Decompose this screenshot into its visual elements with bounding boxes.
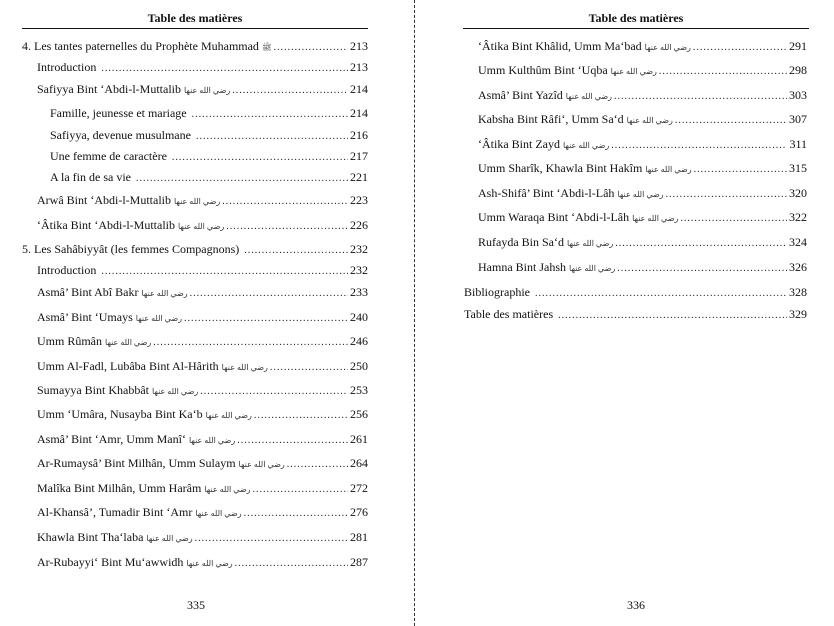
toc-entry[interactable] (37, 504, 368, 520)
entry-page-number: 311 (789, 137, 807, 151)
entry-page-number: 329 (789, 307, 807, 321)
entry-page-number: 213 (350, 60, 368, 74)
toc-entry[interactable] (22, 38, 368, 54)
entry-page-number: 324 (789, 235, 807, 249)
entry-page-number: 216 (350, 128, 368, 142)
entry-title: ‘Âtika Bint Khâlid, Umm Ma‘bad (478, 39, 642, 53)
toc-entry[interactable] (478, 185, 807, 201)
header-rule (463, 28, 809, 29)
page-header: Table des matières (147, 11, 243, 25)
entry-title: Umm Kulthûm Bint ‘Uqba (478, 63, 608, 77)
dot-leader (101, 61, 348, 77)
entry-page-number: 315 (789, 161, 807, 175)
entry-page-number: 261 (350, 432, 368, 446)
entry-title: Bibliographie (464, 285, 530, 299)
page-header: Table des matières (588, 11, 684, 25)
entry-title: Asmâ’ Bint Yazîd (478, 88, 563, 102)
honorific-glyph: رضي الله عنها (617, 190, 664, 199)
entry-title: ‘Âtika Bint Zayd (478, 137, 560, 151)
dot-leader (254, 408, 348, 424)
toc-entry[interactable] (37, 455, 368, 471)
entry-title: Malîka Bint Milhân, Umm Harâm (37, 481, 202, 495)
entry-title: Umm Al-Fadl, Lubâba Bint Al-Hârith (37, 359, 219, 373)
toc-entry[interactable] (464, 284, 807, 300)
dot-leader (222, 194, 348, 210)
entry-title: Hamna Bint Jahsh (478, 260, 566, 274)
entry-page-number: 307 (789, 112, 807, 126)
entry-page-number: 214 (350, 106, 368, 120)
entry-page-number: 276 (350, 505, 368, 519)
entry-page-number: 281 (350, 530, 368, 544)
honorific-glyph: رضي الله عنها (173, 197, 221, 206)
entry-page-number: 240 (350, 310, 368, 324)
toc-entry[interactable] (478, 259, 807, 275)
entry-page-number: 328 (789, 285, 807, 299)
toc-entry[interactable] (50, 127, 368, 143)
toc-entry[interactable] (37, 81, 368, 97)
dot-leader (680, 211, 787, 227)
honorific-glyph: رضي الله عنها (177, 222, 225, 231)
dot-leader (184, 311, 348, 327)
entry-title: Ash-Shifâ’ Bint ‘Abdi-l-Lâh (478, 186, 615, 200)
toc-entry[interactable] (464, 306, 807, 322)
entry-page-number: 232 (350, 263, 368, 277)
toc-entry[interactable] (37, 59, 368, 75)
dot-leader (274, 40, 348, 56)
toc-entry[interactable] (37, 284, 368, 300)
entry-page-number: 233 (350, 285, 368, 299)
honorific-glyph: رضي الله عنها (141, 289, 188, 298)
dot-leader (237, 433, 348, 449)
entry-title: Famille, jeunesse et mariage (50, 106, 187, 120)
honorific-glyph: رضي الله عنها (105, 338, 152, 347)
honorific-glyph: رضي الله عنها (204, 485, 251, 494)
entry-page-number: 264 (350, 456, 368, 470)
entry-page-number: 213 (350, 39, 368, 53)
toc-entry[interactable] (478, 38, 807, 54)
dot-leader (172, 150, 348, 166)
entry-page-number: 320 (789, 186, 807, 200)
honorific-glyph: رضي الله عنها (565, 92, 613, 101)
entry-page-number: 272 (350, 481, 368, 495)
entry-title: Sumayya Bint Khabbât (37, 383, 149, 397)
left-page (0, 0, 410, 626)
entry-title: Umm Waraqa Bint ‘Abdi-l-Lâh (478, 210, 630, 224)
honorific-glyph: رضي الله عنها (644, 43, 691, 52)
dot-leader (611, 138, 787, 154)
entry-page-number: 303 (789, 88, 807, 102)
toc-entry[interactable] (478, 62, 807, 78)
entry-page-number: 214 (350, 82, 368, 96)
entry-title: Ar-Rubayyi‘ Bint Mu‘awwidh (37, 555, 184, 569)
toc-entry[interactable] (37, 333, 368, 349)
entry-title: Safiyya Bint ‘Abdi-l-Muttalib (37, 82, 181, 96)
dot-leader (270, 360, 348, 376)
toc-entry[interactable] (50, 169, 368, 185)
entry-title: Asmâ’ Bint ‘Amr, Umm Manî‘ (37, 432, 186, 446)
page-divider (414, 0, 415, 626)
toc-entry[interactable] (478, 234, 807, 250)
entry-page-number: 250 (350, 359, 368, 373)
honorific-glyph: رضي الله عنها (610, 67, 657, 76)
dot-leader (196, 129, 348, 145)
honorific-glyph: رضي الله عنها (195, 509, 242, 518)
entry-title: A la fin de sa vie (50, 170, 131, 184)
entry-page-number: 298 (789, 63, 807, 77)
dot-leader (244, 243, 348, 259)
honorific-glyph: رضي الله عنها (562, 141, 610, 150)
entry-title: Une femme de caractère (50, 149, 167, 163)
entry-title: Umm Rûmân (37, 334, 102, 348)
entry-page-number: 223 (350, 193, 368, 207)
honorific-glyph: رضي الله عنها (188, 436, 236, 445)
entry-title: Asmâ’ Bint Abî Bakr (37, 285, 139, 299)
entry-title: Rufayda Bin Sa‘d (478, 235, 564, 249)
entry-page-number: 291 (789, 39, 807, 53)
entry-title: 4. Les tantes paternelles du Prophète Muhammad (22, 39, 259, 53)
dot-leader (558, 308, 787, 324)
entry-page-number: 256 (350, 407, 368, 421)
honorific-glyph: رضي الله عنها (186, 559, 233, 568)
entry-title: Umm ‘Umâra, Nusayba Bint Ka‘b (37, 407, 203, 421)
entry-page-number: 232 (350, 242, 368, 256)
dot-leader (675, 113, 787, 129)
entry-page-number: 217 (350, 149, 368, 163)
dot-leader (694, 162, 787, 178)
entry-page-number: 287 (350, 555, 368, 569)
entry-title: 5. Les Sahâbiyyât (les femmes Compagnons) (22, 242, 240, 256)
toc-entry[interactable] (478, 160, 807, 176)
header-rule (22, 28, 368, 29)
page-number: 336 (627, 598, 645, 612)
entry-page-number: 221 (350, 170, 368, 184)
entry-title: Table des matières (464, 307, 554, 321)
dot-leader (615, 236, 787, 252)
toc-entry[interactable] (37, 406, 368, 422)
honorific-glyph: رضي الله عنها (221, 363, 268, 372)
entry-title: Ar-Rumaysâ’ Bint Milhân, Umm Sulaym (37, 456, 236, 470)
dot-leader (195, 531, 348, 547)
toc-entry[interactable] (37, 529, 368, 545)
dot-leader (232, 83, 348, 99)
entry-page-number: 326 (789, 260, 807, 274)
toc-entry[interactable] (478, 136, 807, 152)
honorific-glyph: رضي الله عنها (135, 314, 182, 323)
honorific-glyph: رضي الله عنها (146, 534, 193, 543)
entry-title: ‘Âtika Bint ‘Abdi-l-Muttalib (37, 218, 175, 232)
toc-entry[interactable] (478, 87, 807, 103)
honorific-glyph: ﷺ (261, 43, 272, 52)
toc-entry[interactable] (50, 148, 368, 164)
toc-entry[interactable] (478, 111, 807, 127)
honorific-glyph: رضي الله عنها (626, 116, 673, 125)
dot-leader (244, 506, 348, 522)
dot-leader (101, 264, 348, 280)
entry-title: Al-Khansâ’, Tumadir Bint ‘Amr (37, 505, 193, 519)
dot-leader (287, 457, 348, 473)
toc-entry[interactable] (37, 431, 368, 447)
dot-leader (200, 384, 348, 400)
honorific-glyph: رضي الله عنها (238, 460, 285, 469)
entry-page-number: 322 (789, 210, 807, 224)
toc-entry[interactable] (37, 358, 368, 374)
toc-entry[interactable] (37, 217, 368, 233)
dot-leader (659, 64, 787, 80)
dot-leader (666, 187, 787, 203)
honorific-glyph: رضي الله عنها (205, 411, 252, 420)
dot-leader (190, 286, 348, 302)
entry-title: Introduction (37, 60, 97, 74)
entry-title: Safiyya, devenue musulmane (50, 128, 191, 142)
honorific-glyph: رضي الله عنها (151, 387, 199, 396)
honorific-glyph: رضي الله عنها (183, 86, 231, 95)
toc-entry[interactable] (50, 105, 368, 121)
entry-page-number: 253 (350, 383, 368, 397)
dot-leader (235, 556, 348, 572)
entry-page-number: 246 (350, 334, 368, 348)
entry-title: Kabsha Bint Râfi‘, Umm Sa‘d (478, 112, 624, 126)
dot-leader (192, 107, 348, 123)
dot-leader (535, 286, 787, 302)
dot-leader (614, 89, 787, 105)
honorific-glyph: رضي الله عنها (632, 214, 679, 223)
entry-page-number: 226 (350, 218, 368, 232)
dot-leader (226, 219, 348, 235)
page-number: 335 (187, 598, 205, 612)
entry-title: Khawla Bint Tha‘laba (37, 530, 144, 544)
honorific-glyph: رضي الله عنها (645, 165, 692, 174)
honorific-glyph: رضي الله عنها (567, 239, 614, 248)
dot-leader (153, 335, 348, 351)
toc-entry[interactable] (478, 209, 807, 225)
entry-title: Umm Sharîk, Khawla Bint Hakîm (478, 161, 643, 175)
toc-entry[interactable] (37, 382, 368, 398)
right-page (418, 0, 834, 626)
toc-entry[interactable] (22, 241, 368, 257)
dot-leader (136, 171, 348, 187)
toc-entry[interactable] (37, 309, 368, 325)
toc-entry[interactable] (37, 480, 368, 496)
dot-leader (253, 482, 348, 498)
toc-entry[interactable] (37, 192, 368, 208)
dot-leader (617, 261, 787, 277)
dot-leader (693, 40, 787, 56)
entry-title: Asmâ’ Bint ‘Umays (37, 310, 133, 324)
toc-entry[interactable] (37, 554, 368, 570)
entry-title: Arwâ Bint ‘Abdi-l-Muttalib (37, 193, 171, 207)
honorific-glyph: رضي الله عنها (569, 264, 616, 273)
entry-title: Introduction (37, 263, 97, 277)
toc-entry[interactable] (37, 262, 368, 278)
